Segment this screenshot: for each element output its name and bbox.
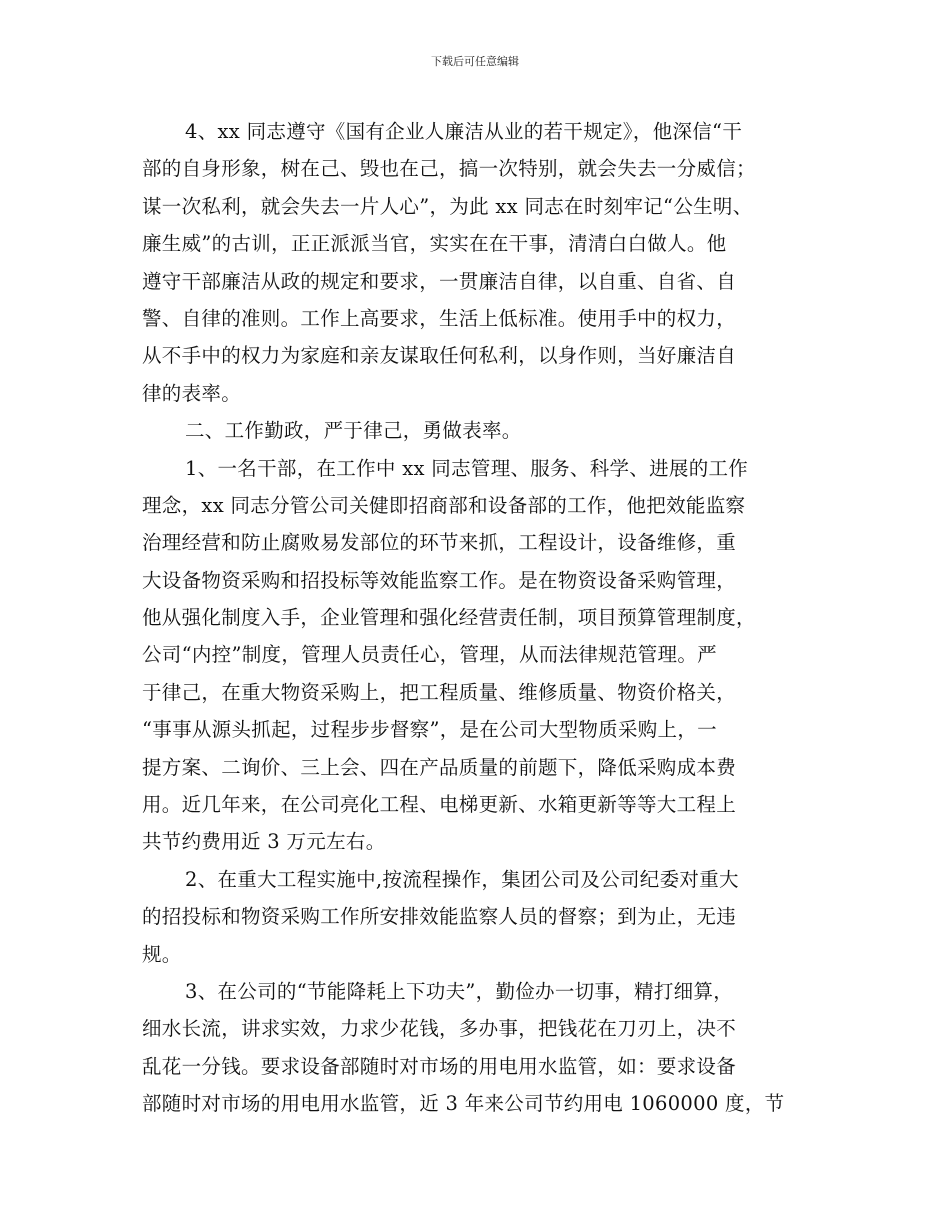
paragraph-2-2 [142,861,822,973]
text-line: 律的表率。 [142,381,242,405]
text-line: 谋一次私利，就会失去一片人心”，为此 xx 同志在时刻牢记“公生明、 [142,194,753,218]
text-line: 廉生威”的古训，正正派派当官，实实在在干事，清清白白做人。他 [142,232,727,256]
text-line: 治理经营和防止腐败易发部位的环节来抓，工程设计，设备维修，重 [142,531,737,555]
text-line: 共节约费用近 3 万元左右。 [142,830,386,854]
text-line: 3、在公司的“节能降耗上下功夫”，勤俭办一切事，精打细算， [185,979,734,1003]
text-line: 部的自身形象，树在己、毁也在己，搞一次特别，就会失去一分威信； [142,157,756,181]
text-line: “事事从源头抓起，过程步步督察”，是在公司大型物质采购上，一 [142,718,717,742]
page-header: 下载后可任意编辑 [431,55,519,68]
text-line: 提方案、二询价、三上会、四在产品质量的前题下，降低采购成本费 [142,755,737,779]
text-line: 4、xx 同志遵守《国有企业人廉洁从业的若干规定》，他深信“干 [185,120,743,143]
section-heading-text: 二、工作勤政，严于律己，勇做表率。 [185,419,522,443]
text-line: 部随时对市场的用电用水监管，近 3 年来公司节约用电 1060000 度，节 [142,1092,785,1116]
text-line: 1、一名干部，在工作中 xx 同志管理、服务、科学、进展的工作 [185,456,749,480]
text-line: 他从强化制度入手，企业管理和强化经营责任制，项目预算管理制度， [142,606,756,630]
document-body [142,113,822,1123]
text-line: 遵守干部廉洁从政的规定和要求，一贯廉洁自律，以自重、自省、自 [142,269,737,293]
text-line: 细水长流，讲求实效，力求少花钱，多办事，把钱花在刀刃上，决不 [142,1017,737,1041]
paragraph-2-3 [142,973,822,1123]
section-heading-2 [142,412,822,449]
text-line: 2、在重大工程实施中,按流程操作，集团公司及公司纪委对重大 [185,867,739,891]
paragraph-4 [142,113,822,412]
text-line: 规。 [142,942,182,966]
text-line: 公司“内控”制度，管理人员责任心，管理，从而法律规范管理。严 [142,643,717,667]
text-line: 警、自律的准则。工作上高要求，生活上低标准。使用手中的权力， [142,306,737,330]
text-line: 用。近几年来，在公司亮化工程、电梯更新、水箱更新等等大工程上 [142,793,737,817]
text-line: 的招投标和物资采购工作所安排效能监察人员的督察；到为止，无违 [142,905,737,929]
text-line: 理念，xx 同志分管公司关健即招商部和设备部的工作，他把效能监察 [142,493,746,517]
text-line: 从不手中的权力为家庭和亲友谋取任何私利，以身作则，当好廉洁自 [142,344,737,368]
text-line: 大设备物资采购和招投标等效能监察工作。是在物资设备采购管理， [142,568,737,592]
text-line: 于律己，在重大物资采购上，把工程质量、维修质量、物资价格关， [142,680,737,704]
text-line: 乱花一分钱。要求设备部随时对市场的用电用水监管，如：要求设备 [142,1054,737,1078]
paragraph-2-1 [142,450,822,861]
